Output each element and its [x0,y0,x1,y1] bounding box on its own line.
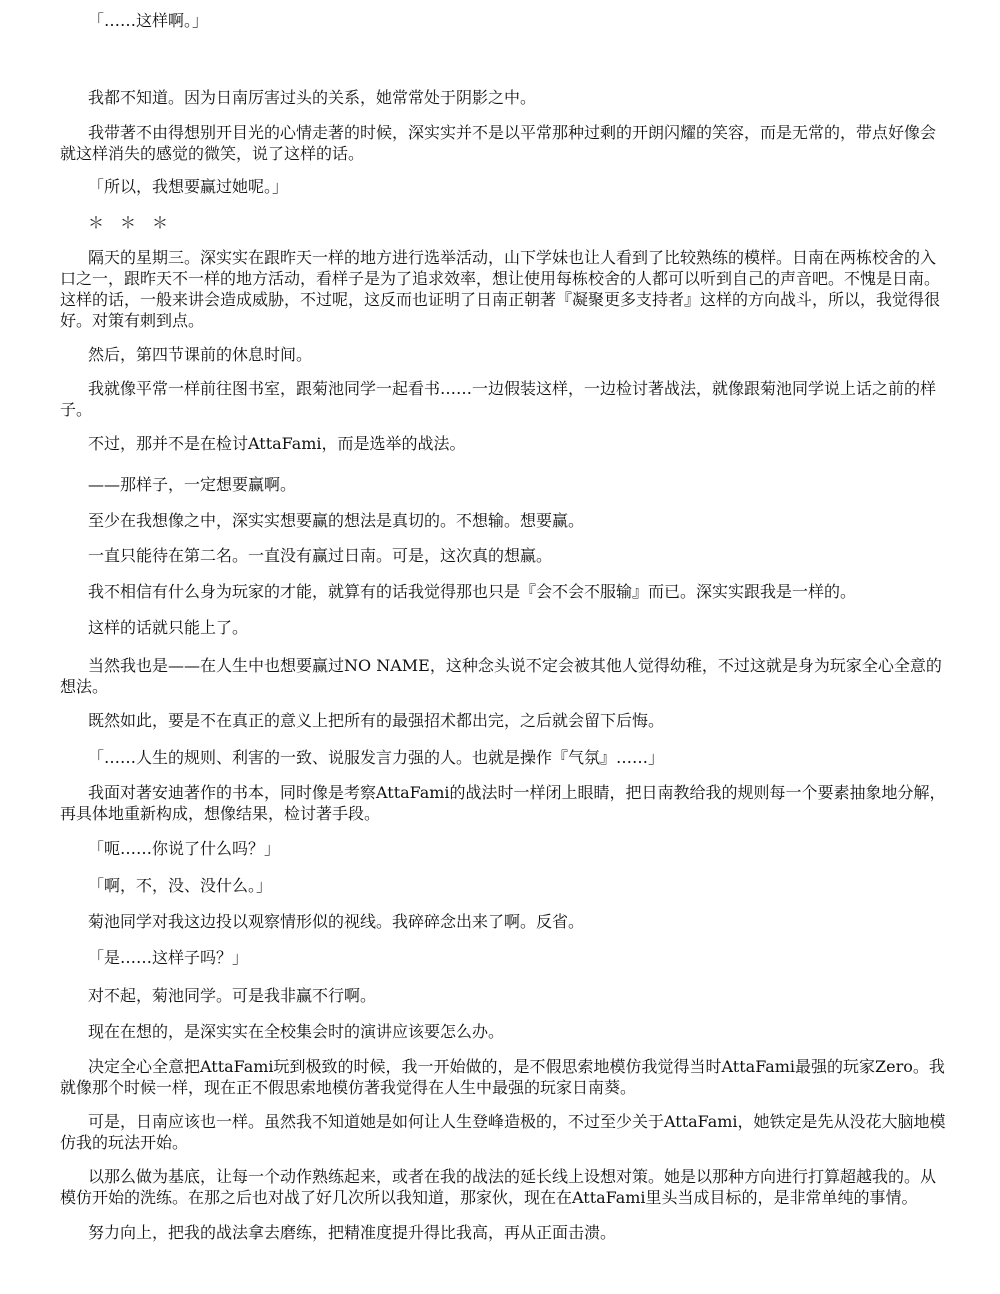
paragraph: 以那么做为基底，让每一个动作熟练起来，或者在我的战法的延长线上设想对策。她是以那种方向进行打算超越我的。从模仿开始的洗练。在那之后也对战了好几次所以我知道，那家伙，现在在AttaFami里头当成目标的，是非常单纯的事情。 [60,1167,937,1207]
paragraph: 「……人生的规则、利害的一致、说服发言力强的人。也就是操作『气氛』……」 [88,748,665,767]
paragraph: 然后，第四节课前的休息时间。 [88,345,313,364]
paragraph: 可是，日南应该也一样。虽然我不知道她是如何让人生登峰造极的，不过至少关于AttaFami，她铁定是先从没花大脑地模仿我的玩法开始。 [60,1112,946,1152]
paragraph: 努力向上，把我的战法拿去磨练，把精准度提升得比我高，再从正面击溃。 [88,1223,617,1242]
paragraph: 当然我也是——在人生中也想要赢过NO NAME，这种念头说不定会被其他人觉得幼稚，不过这就是身为玩家全心全意的想法。 [60,656,942,696]
paragraph: 现在在想的，是深实实在全校集会时的演讲应该要怎么办。 [88,1022,505,1041]
paragraph: 「呃……你说了什么吗？」 [88,839,281,858]
paragraph: 我都不知道。因为日南厉害过头的关系，她常常处于阴影之中。 [88,88,537,107]
paragraph: 至少在我想像之中，深实实想要赢的想法是真切的。不想输。想要赢。 [88,511,585,530]
section-break: ＊ ＊ ＊ [88,213,169,232]
paragraph: 这样的话就只能上了。 [88,618,249,637]
paragraph: 对不起，菊池同学。可是我非赢不行啊。 [88,986,377,1005]
paragraph: 我面对著安迪著作的书本，同时像是考察AttaFami的战法时一样闭上眼睛，把日南教给我的规则每一个要素抽象地分解，再具体地重新构成，想像结果，检讨著手段。 [60,783,946,823]
paragraph: 「……这样啊。」 [88,11,209,30]
paragraph: 隔天的星期三。深实实在跟昨天一样的地方进行选举活动，山下学妹也让人看到了比较熟练的模样。日南在两栋校舍的入口之一，跟昨天不一样的地方活动，看样子是为了追求效率，想让使用每栋校舍的人都可以听到自己的声音吧。不愧是日南。这样的话，一般来讲会造成威胁，不过呢，这反而也证明了日南正朝著『凝聚更多支持者』这样的方向战斗，所以，我觉得很好。对策有刺到点。 [60,248,941,330]
paragraph: 「啊，不，没、没什么。」 [88,876,273,895]
paragraph: 既然如此，要是不在真正的意义上把所有的最强招术都出完，之后就会留下后悔。 [88,711,665,730]
paragraph: 「是……这样子吗？」 [88,948,249,967]
paragraph: 一直只能待在第二名。一直没有赢过日南。可是，这次真的想赢。 [88,546,553,565]
paragraph: ——那样子，一定想要赢啊。 [88,475,297,494]
paragraph: 我带著不由得想别开目光的心情走著的时候，深实实并不是以平常那种过剩的开朗闪耀的笑容，而是无常的，带点好像会就这样消失的感觉的微笑，说了这样的话。 [60,123,937,163]
paragraph: 我就像平常一样前往图书室，跟菊池同学一起看书……一边假装这样，一边检讨著战法，就像跟菊池同学说上话之前的样子。 [60,379,937,419]
paragraph: 菊池同学对我这边投以观察情形似的视线。我碎碎念出来了啊。反省。 [88,912,585,931]
paragraph: 不过，那并不是在检讨AttaFami，而是选举的战法。 [88,434,466,453]
paragraph: 「所以，我想要赢过她呢。」 [88,177,289,196]
paragraph: 决定全心全意把AttaFami玩到极致的时候，我一开始做的，是不假思索地模仿我觉得当时AttaFami最强的玩家Zero。我就像那个时候一样，现在正不假思索地模仿著我觉得在人生中最强的玩家日南葵。 [60,1057,945,1097]
paragraph: 我不相信有什么身为玩家的才能，就算有的话我觉得那也只是『会不会不服输』而已。深实实跟我是一样的。 [88,582,857,601]
